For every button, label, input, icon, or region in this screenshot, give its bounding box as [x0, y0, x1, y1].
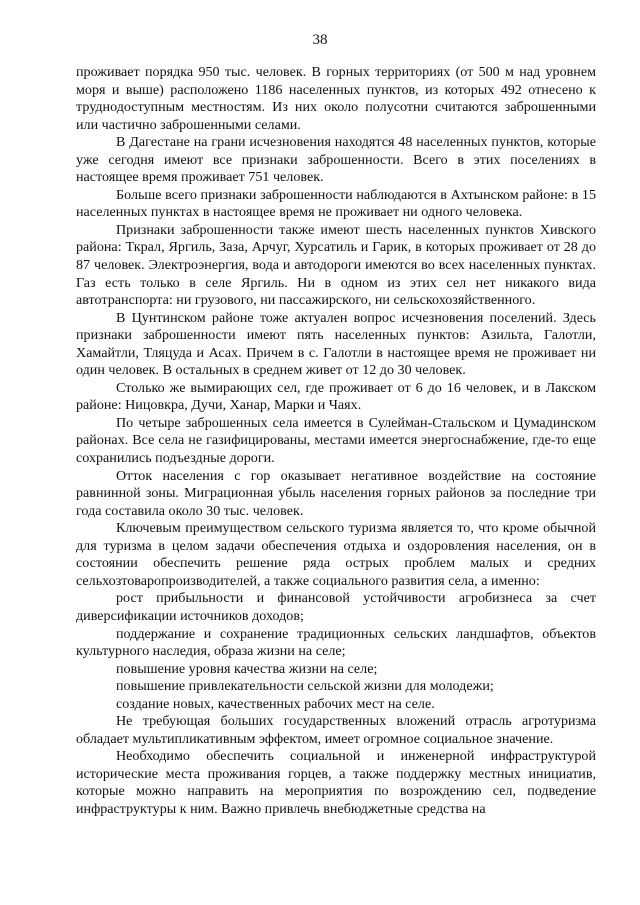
list-item: рост прибыльности и финансовой устойчивости агробизнеса за счет диверсификации источников доходов;: [76, 590, 596, 624]
list-item: создание новых, качественных рабочих мест на селе.: [116, 695, 435, 712]
paragraph: По четыре заброшенных села имеется в Сулейман-Стальском и Цумадинском районах. Все села не газифицированы, местами имеется энергоснабжение, где-то еще сохранились подъездные дороги.: [76, 414, 596, 467]
paragraph: проживает порядка 950 тыс. человек. В горных территориях (от 500 м над уровнем моря и выше) расположено 1186 населенных пунктов, из которых 492 отнесено к труднодоступным местностям. Из них около полусотни считаются заброшенными или частично заброшенными селами.: [76, 64, 596, 133]
paragraph: Необходимо обеспечить социальной и инженерной инфраструктурой исторические места проживания горцев, а также поддержку местных инициатив, которые можно направить на мероприятия по возрождению сел, подведение инфраструктуры к ним. Важно привлечь внебюджетные средства на: [76, 748, 596, 817]
paragraph: В Цунтинском районе тоже актуален вопрос исчезновения поселений. Здесь признаки заброшенности имеют пять населенных пунктов: Азильта, Галотли, Хамайтли, Тляцуда и Асах. Причем в с. Галотли в настоящее время не проживает ни один человек. В остальных в среднем живет от 12 до 30 человек.: [76, 309, 596, 379]
paragraph: Столько же вымирающих сел, где проживает от 6 до 16 человек, и в Лакском районе: Ницовкра, Дучи, Ханар, Марки и Чаях.: [76, 379, 596, 414]
list-item: повышение уровня качества жизни на селе;: [116, 660, 378, 677]
paragraph: В Дагестане на грани исчезновения находятся 48 населенных пунктов, которые уже сегодня имеют все признаки заброшенности. Всего в этих поселениях в настоящее время проживает 751 человек.: [76, 134, 596, 186]
page-number: 38: [312, 32, 328, 48]
paragraph: Не требующая больших государственных вложений отрасль агротуризма обладает мультипликативным эффектом, имеет огромное социальное значение.: [76, 713, 596, 747]
list-item: повышение привлекательности сельской жизни для молодежи;: [116, 678, 494, 695]
paragraph: Отток населения с гор оказывает негативное воздействие на состояние равнинной зоны. Миграционная убыль населения горных районов за последние три года составила около 30 тыс. человек.: [76, 467, 596, 519]
paragraph: Ключевым преимуществом сельского туризма является то, что кроме обычной для туризма в целом задачи обеспечения отдыха и оздоровления населения, он в состоянии обеспечить решение ряда острых проблем малых и средних сельхозтоваропроизводителей, а также социального развития села, а именно:: [76, 520, 596, 589]
paragraph: Больше всего признаки заброшенности наблюдаются в Ахтынском районе: в 15 населенных пунктах в настоящее время не проживает ни одного человека.: [76, 186, 596, 221]
paragraph: Признаки заброшенности также имеют шесть населенных пунктов Хивского района: Ткрал, Яргиль, Заза, Арчуг, Хурсатиль и Гарик, в которых проживает от 28 до 87 человек. Электроэнергия, вода и автодороги имеются во всех населенных пунктах. Газ есть только в селе Яргиль. Ни в одном из этих сел нет никакого вида автотранспорта: ни грузового, ни пассажирского, ни сельскохозяйственного.: [76, 221, 596, 309]
body-text: [76, 64, 596, 819]
list-item: поддержание и сохранение традиционных сельских ландшафтов, объектов культурного наследия, образа жизни на селе;: [76, 625, 596, 660]
